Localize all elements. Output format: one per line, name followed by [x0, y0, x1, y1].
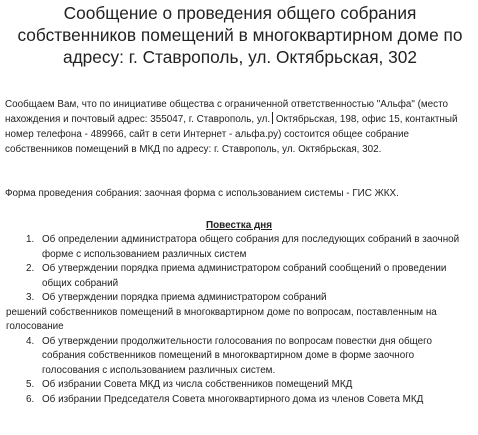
agenda-item [0, 335, 478, 379]
agenda-item [0, 393, 478, 408]
agenda-item [0, 291, 478, 335]
agenda-item-text: Об избрании Совета МКД из числа собственников помещений МКД [42, 379, 353, 390]
document-title: Сообщение о проведения общего собрания собственников помещений в многоквартирном доме по адресу: г. Ставрополь, ул. Октябрьская, 302 [17, 3, 463, 67]
agenda-heading: Повестка дня [206, 220, 272, 231]
agenda-item-number: 2. [26, 263, 35, 274]
intro-paragraph[interactable] [5, 97, 475, 157]
agenda-item-number: 6. [26, 393, 35, 405]
agenda-item-text: Об избрании Председателя Совета многоквартирного дома из членов Совета МКД [42, 393, 424, 405]
agenda-list [0, 233, 478, 407]
agenda-item-text: Об определении администратора общего собрания для последующих собраний в заочной форме с использованием различных систем [42, 234, 460, 260]
agenda-item-number: 5. [26, 379, 35, 390]
agenda-item-text: Об утверждении продолжительности голосования по вопросам повестки дня общего собрания собственников помещений в многоквартирном доме в форме заочного голосования с использованием различных систем. [42, 335, 433, 376]
agenda-item [0, 262, 478, 291]
agenda-item-continuation: решений собственников помещений в многоквартирном доме по вопросам, поставленным на голосование [6, 306, 437, 332]
agenda-item [0, 378, 478, 393]
agenda-item-text: Об утверждении порядка приема администратором собраний [42, 292, 327, 303]
text-cursor [272, 112, 273, 124]
intro-text-part2: Октябрьская, 198, офис 15, контактный номер телефона - 489966, сайт в сети Интернет - альфа.ру) состоится общее собрание собственников помещений в МКД по адресу: г. Ставрополь, ул. Октябрьская, 302. [5, 114, 458, 155]
agenda-item [0, 233, 478, 262]
meeting-form-paragraph: Форма проведения собрания: заочная форма с использованием системы - ГИС ЖКХ. [5, 188, 399, 199]
agenda-item-number: 3. [26, 292, 35, 303]
agenda-item-text: Об утверждении порядка приема администратором собраний сообщений о проведении общих собраний [42, 263, 447, 289]
agenda-item-number: 4. [26, 335, 35, 347]
intro-text-part1: Сообщаем Вам, что по инициативе общества с ограниченной ответственностью "Альфа" (место нахождения и почтовый адрес: 355047, г. Ставрополь, ул. [5, 99, 449, 125]
agenda-item-number: 1. [26, 234, 35, 245]
